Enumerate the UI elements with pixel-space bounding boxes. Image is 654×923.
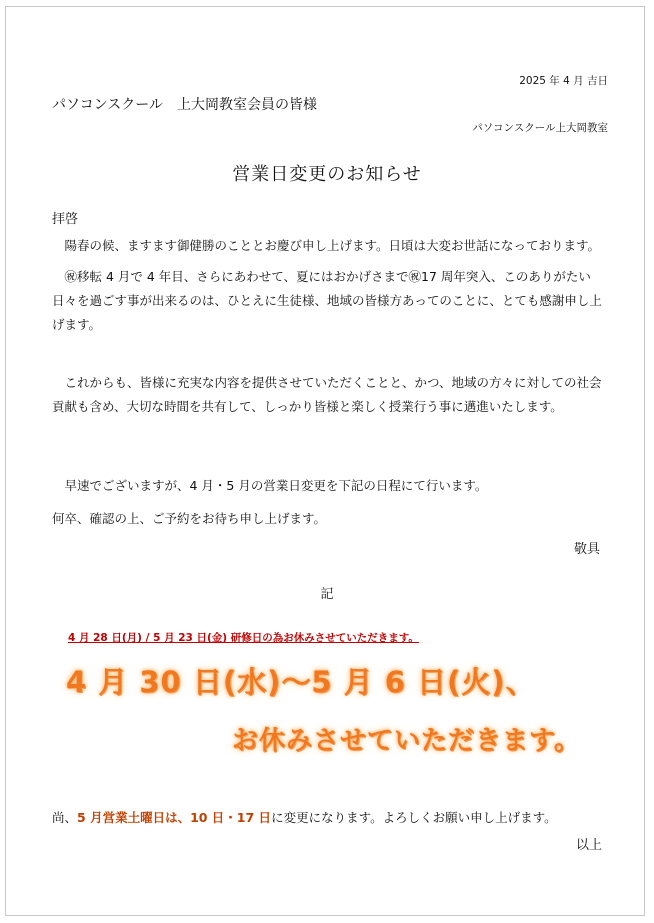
training-day-notice: 4 月 28 日(月) / 5 月 23 日(金) 研修日の為お休みさせていただきます。 — [68, 632, 419, 644]
saturday-dates-highlight: 5 月営業土曜日は、10 日・17 日 — [77, 810, 272, 825]
saturday-suffix: に変更になります。よろしくお願い申し上げます。 — [271, 810, 557, 825]
paragraph-reservation: 何卒、確認の上、ご予約をお待ち申し上げます。 — [52, 511, 327, 526]
opening-greeting: 拝啓 — [52, 212, 79, 227]
document-title: 営業日変更のお知らせ — [232, 164, 422, 185]
paragraph-schedule-change: 早速でございますが、4 月・5 月の営業日変更を下記の日程にて行います。 — [64, 478, 488, 493]
paragraph-seasonal-greeting: 陽春の候、ますます御健勝のこととお慶び申し上げます。日頃は大変お世話になっております。 — [64, 238, 601, 253]
holiday-period: 4 月 30 日(水)～5 月 6 日(火)、 — [66, 665, 536, 699]
ki-heading: 記 — [320, 587, 334, 602]
paragraph-commitment: これからも、皆様に充実な内容を提供させていただくことと、かつ、地域の方々に対しての社会貢献も含め、大切な時間を共有して、しっかり皆様と楽しく授業行う事に邁進いたします。 — [52, 375, 602, 414]
recipient-line: パソコンスクール 上大岡教室会員の皆様 — [52, 97, 318, 113]
paragraph-anniversary: ㊗移転 4 月で 4 年目、さらにあわせて、夏にはおかげさまで㊗17 周年突入、このありがたい日々を過ごす事が出来るのは、ひとえに生徒様、地域の皆様方あってのことに、とても感謝申し上げます。 — [52, 269, 602, 332]
document-date: 2025 年 4 月 吉日 — [519, 75, 608, 87]
ending-ijou: 以上 — [575, 838, 602, 853]
sender-line: パソコンスクール上大岡教室 — [472, 122, 608, 134]
holiday-message: お休みさせていただきます。 — [232, 726, 581, 756]
closing-keigu: 敬具 — [573, 542, 600, 557]
saturday-change-line — [52, 808, 557, 826]
page-frame — [5, 6, 645, 916]
saturday-prefix: 尚、 — [52, 810, 78, 825]
